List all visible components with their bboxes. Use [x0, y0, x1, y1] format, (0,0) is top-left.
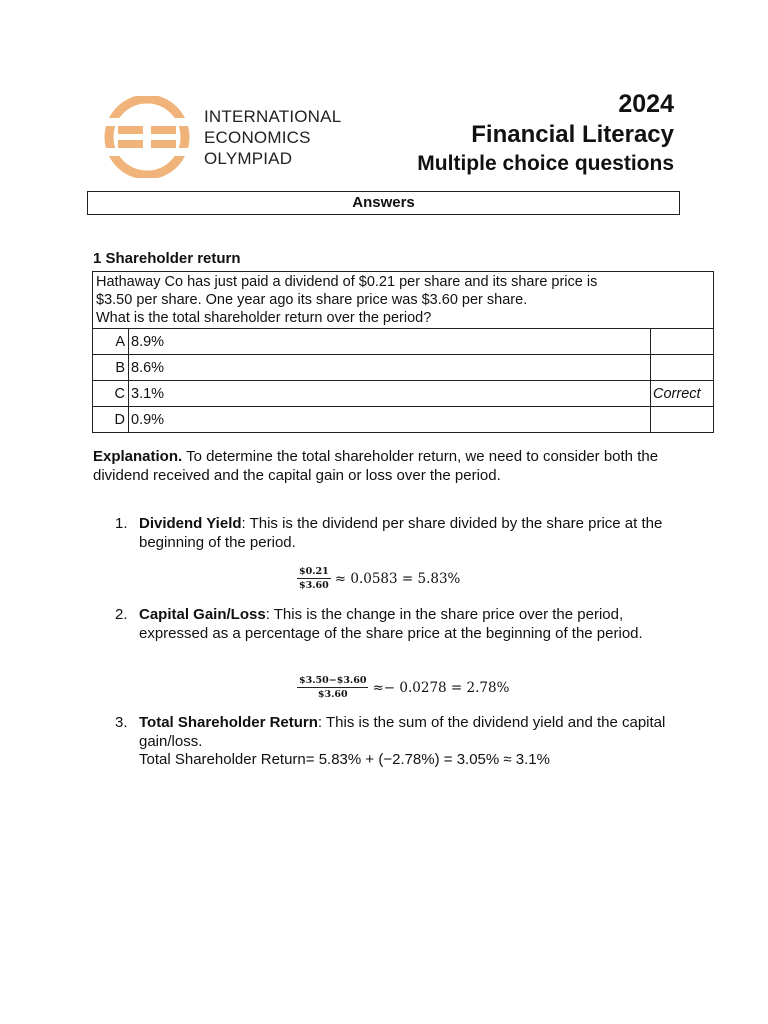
stem-line-1: Hathaway Co has just paid a dividend of $0.21 per share and its share price is: [96, 274, 598, 290]
main-title: Financial Literacy: [471, 121, 674, 148]
item-text: [139, 606, 679, 643]
formula-result: ≈ 0.0583 = 5.83%: [334, 570, 461, 587]
item-description: : This is the sum of the dividend yield and the capital gain/loss.: [139, 714, 666, 750]
option-row-b: [93, 355, 714, 381]
org-name: [204, 106, 341, 169]
formula-capital-gain: [297, 675, 509, 700]
item-term: Dividend Yield: [139, 515, 242, 532]
correct-mark: Correct: [651, 381, 714, 407]
item-number: 2.: [115, 606, 128, 623]
numerator: $3.50−$3.60: [299, 675, 367, 686]
explanation-label: Explanation.: [93, 448, 183, 465]
formula-result: ≈− 0.0278 = 2.78%: [372, 679, 510, 696]
org-line-1: INTERNATIONAL: [204, 107, 342, 126]
question-table: [92, 271, 714, 433]
stem-line-3: What is the total shareholder return over the period?: [96, 310, 432, 326]
denominator: $3.60: [299, 580, 329, 591]
fraction: [297, 566, 331, 591]
option-text: 8.9%: [129, 329, 651, 355]
option-text: 8.6%: [129, 355, 651, 381]
option-letter: B: [93, 355, 129, 381]
document-titles: [417, 88, 674, 177]
item-number: 3.: [115, 714, 128, 731]
option-mark: [651, 407, 714, 433]
numerator: $0.21: [299, 566, 329, 577]
item-description: : This is the change in the share price over the period, expressed as a percentage of the share price at the beginning of the period.: [139, 606, 643, 642]
item-number: 1.: [115, 515, 128, 532]
option-row-c: [93, 381, 714, 407]
subtitle: Multiple choice questions: [417, 152, 674, 175]
option-row-a: [93, 329, 714, 355]
option-mark: [651, 329, 714, 355]
explanation-text: To determine the total shareholder return, we need to consider both the dividend received and the capital gain or loss over the period.: [93, 448, 659, 484]
item-text: [139, 714, 679, 770]
denominator: $3.60: [317, 689, 348, 700]
option-letter: C: [93, 381, 129, 407]
org-line-3: OLYMPIAD: [204, 149, 293, 168]
option-text: 3.1%: [129, 381, 651, 407]
stem-line-2: $3.50 per share. One year ago its share price was $3.60 per share.: [96, 292, 528, 308]
option-text: 0.9%: [129, 407, 651, 433]
option-row-d: [93, 407, 714, 433]
fraction: [297, 675, 368, 700]
year-title: 2024: [618, 90, 674, 118]
item-description: : This is the dividend per share divided by the share price at the beginning of the period.: [139, 515, 663, 551]
item-term: Total Shareholder Return: [139, 714, 318, 731]
option-mark: [651, 355, 714, 381]
total-return-calculation: Total Shareholder Return= 5.83% + (−2.78%) = 3.05% ≈ 3.1%: [139, 751, 550, 768]
question-stem: [93, 272, 714, 329]
formula-dividend-yield: [297, 566, 460, 591]
option-letter: D: [93, 407, 129, 433]
question-heading: 1 Shareholder return: [93, 250, 241, 267]
explanation-paragraph: [93, 448, 673, 485]
item-text: [139, 515, 679, 552]
olympiad-logo: [104, 96, 190, 178]
option-letter: A: [93, 329, 129, 355]
org-line-2: ECONOMICS: [204, 128, 311, 147]
item-term: Capital Gain/Loss: [139, 606, 266, 623]
answers-banner: Answers: [87, 191, 680, 215]
